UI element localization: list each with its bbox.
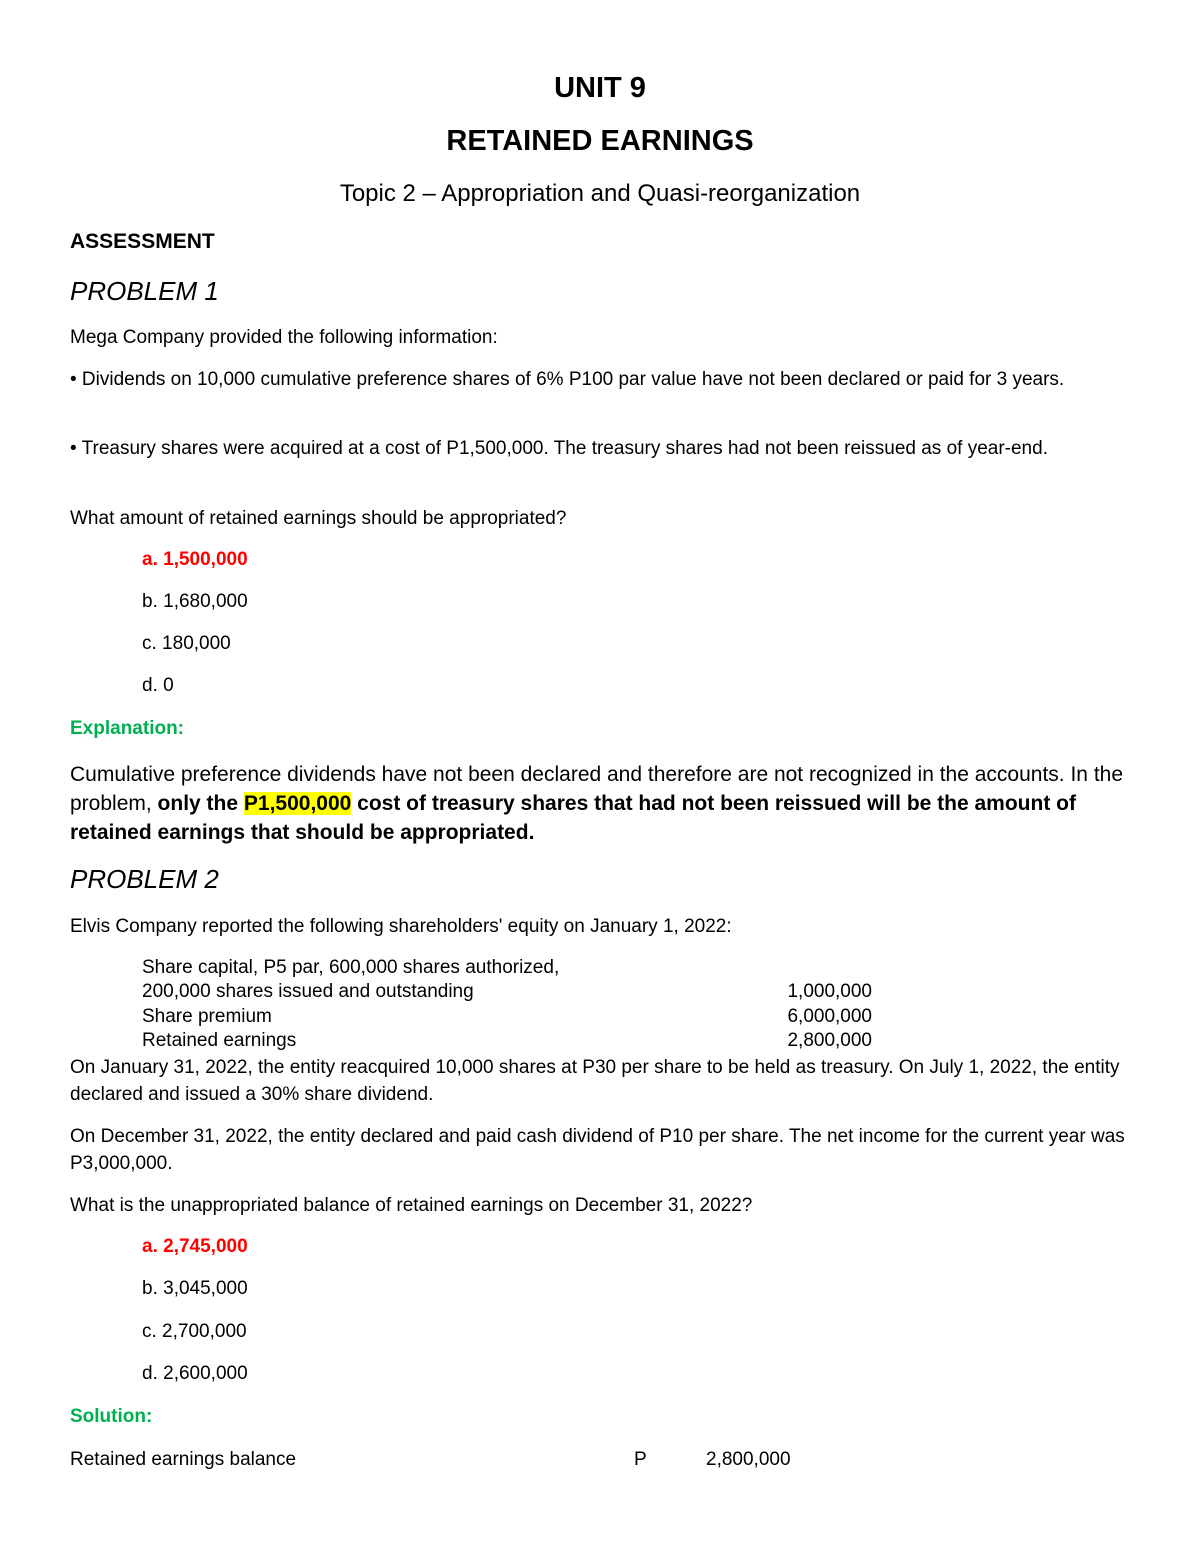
explanation-label: Explanation: <box>70 718 185 739</box>
problem-2-intro: Elvis Company reported the following shareholders' equity on January 1, 2022: <box>70 916 732 937</box>
problem-2-paragraph-2: On December 31, 2022, the entity declared and paid cash dividend of P10 per share. The net income for the current year was P3,000,000. <box>70 1126 1125 1174</box>
problem-1-bullet-1: • Dividends on 10,000 cumulative preference shares of 6% P100 par value have not been declared or paid for 3 years. <box>70 369 1065 390</box>
explanation-part-1: Cumulative preference dividends have not been declared and therefore are not recognized in the accounts. In the problem, <box>70 763 1124 815</box>
equity-row-label: Share premium <box>142 1006 272 1027</box>
problem-1-option-c: c. 180,000 <box>142 633 231 654</box>
equity-row-label: Share capital, P5 par, 600,000 shares authorized, <box>142 957 560 978</box>
problem-1-heading: PROBLEM 1 <box>70 276 219 306</box>
equity-row-label: 200,000 shares issued and outstanding <box>142 981 474 1002</box>
problem-1-option-b: b. 1,680,000 <box>142 591 248 612</box>
solution-label: Solution: <box>70 1406 153 1427</box>
explanation-text <box>70 760 1150 847</box>
problem-2-heading: PROBLEM 2 <box>70 864 219 894</box>
problem-1-question: What amount of retained earnings should be appropriated? <box>70 508 567 529</box>
page-title: RETAINED EARNINGS <box>446 125 754 157</box>
problem-2-question: What is the unappropriated balance of retained earnings on December 31, 2022? <box>70 1195 753 1216</box>
explanation-bold-2: cost of treasury shares that had not been reissued will be the amount of retained earnings that should be appropriated. <box>70 792 1076 844</box>
explanation-highlight: P1,500,000 <box>243 792 352 815</box>
equity-row-value: 1,000,000 <box>787 981 872 1002</box>
solution-row-value: 2,800,000 <box>706 1449 791 1470</box>
explanation-bold-1: only the <box>157 792 244 815</box>
equity-row-label: Retained earnings <box>142 1030 297 1051</box>
problem-1-bullet-2: • Treasury shares were acquired at a cost of P1,500,000. The treasury shares had not been reissued as of year-end. <box>70 438 1048 459</box>
solution-row-currency: P <box>634 1449 647 1470</box>
problem-1-intro: Mega Company provided the following information: <box>70 327 498 348</box>
equity-row-value: 2,800,000 <box>787 1030 872 1051</box>
problem-2-option-b: b. 3,045,000 <box>142 1278 248 1299</box>
problem-2-paragraph-1: On January 31, 2022, the entity reacquired 10,000 shares at P30 per share to be held as treasury. On July 1, 2022, the entity declared and issued a 30% share dividend. <box>70 1057 1120 1105</box>
solution-row-label: Retained earnings balance <box>70 1449 297 1470</box>
problem-2-option-a: a. 2,745,000 <box>142 1236 248 1257</box>
topic-subtitle: Topic 2 – Appropriation and Quasi-reorganization <box>339 180 861 207</box>
equity-row-value: 6,000,000 <box>787 1006 872 1027</box>
problem-2-option-d: d. 2,600,000 <box>142 1363 248 1384</box>
unit-heading: UNIT 9 <box>554 72 646 104</box>
problem-1-option-a: a. 1,500,000 <box>142 549 248 570</box>
problem-1-option-d: d. 0 <box>142 675 174 696</box>
assessment-label: ASSESSMENT <box>70 230 215 253</box>
problem-2-option-c: c. 2,700,000 <box>142 1321 247 1342</box>
